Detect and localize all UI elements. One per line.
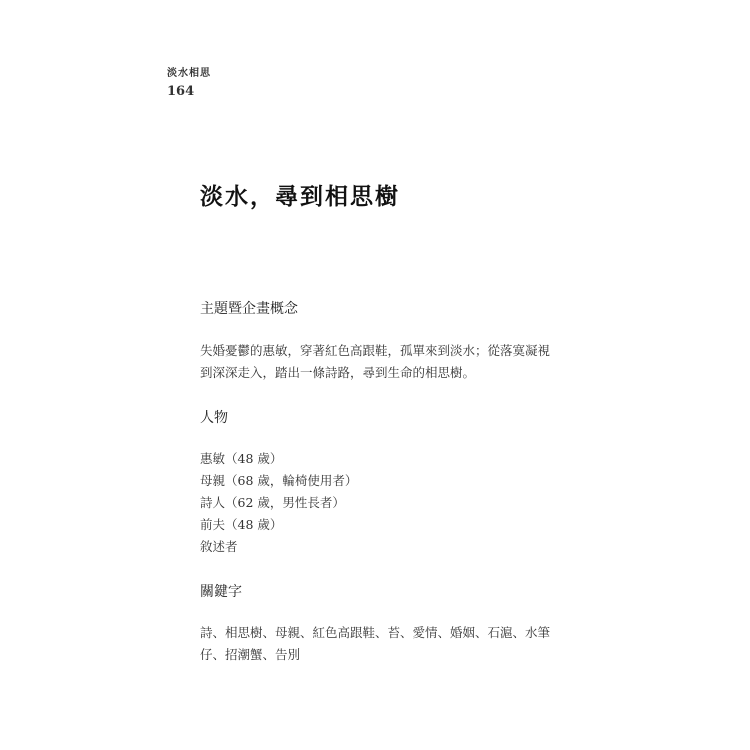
character-item-poet: 詩人（62 歲，男性長者） (200, 495, 345, 510)
character-item-ex-husband: 前夫（48 歲） (200, 517, 283, 532)
running-header-title: 淡水相思 (167, 68, 211, 79)
character-item-narrator: 敘述者 (200, 539, 238, 554)
concept-heading: 主題暨企畫概念 (200, 301, 298, 317)
characters-heading: 人物 (200, 410, 228, 426)
character-list (200, 448, 560, 558)
keywords-text: 詩、相思樹、母親、紅色高跟鞋、苔、愛情、婚姻、石滬、水筆仔、招潮蟹、告別 (200, 625, 551, 662)
character-item-huimin: 惠敏（48 歲） (200, 451, 283, 466)
character-list-container (200, 448, 560, 558)
keywords-heading: 關鍵字 (200, 584, 242, 600)
chapter-title: 淡水，尋到相思樹 (200, 183, 400, 210)
character-item-mother: 母親（68 歲，輪椅使用者） (200, 473, 358, 488)
concept-text: 失婚憂鬱的惠敏，穿著紅色高跟鞋，孤單來到淡水；從落寞凝視到深深走入，踏出一條詩路，尋到生命的相思樹。 (200, 343, 551, 380)
page-number: 164 (167, 84, 195, 99)
